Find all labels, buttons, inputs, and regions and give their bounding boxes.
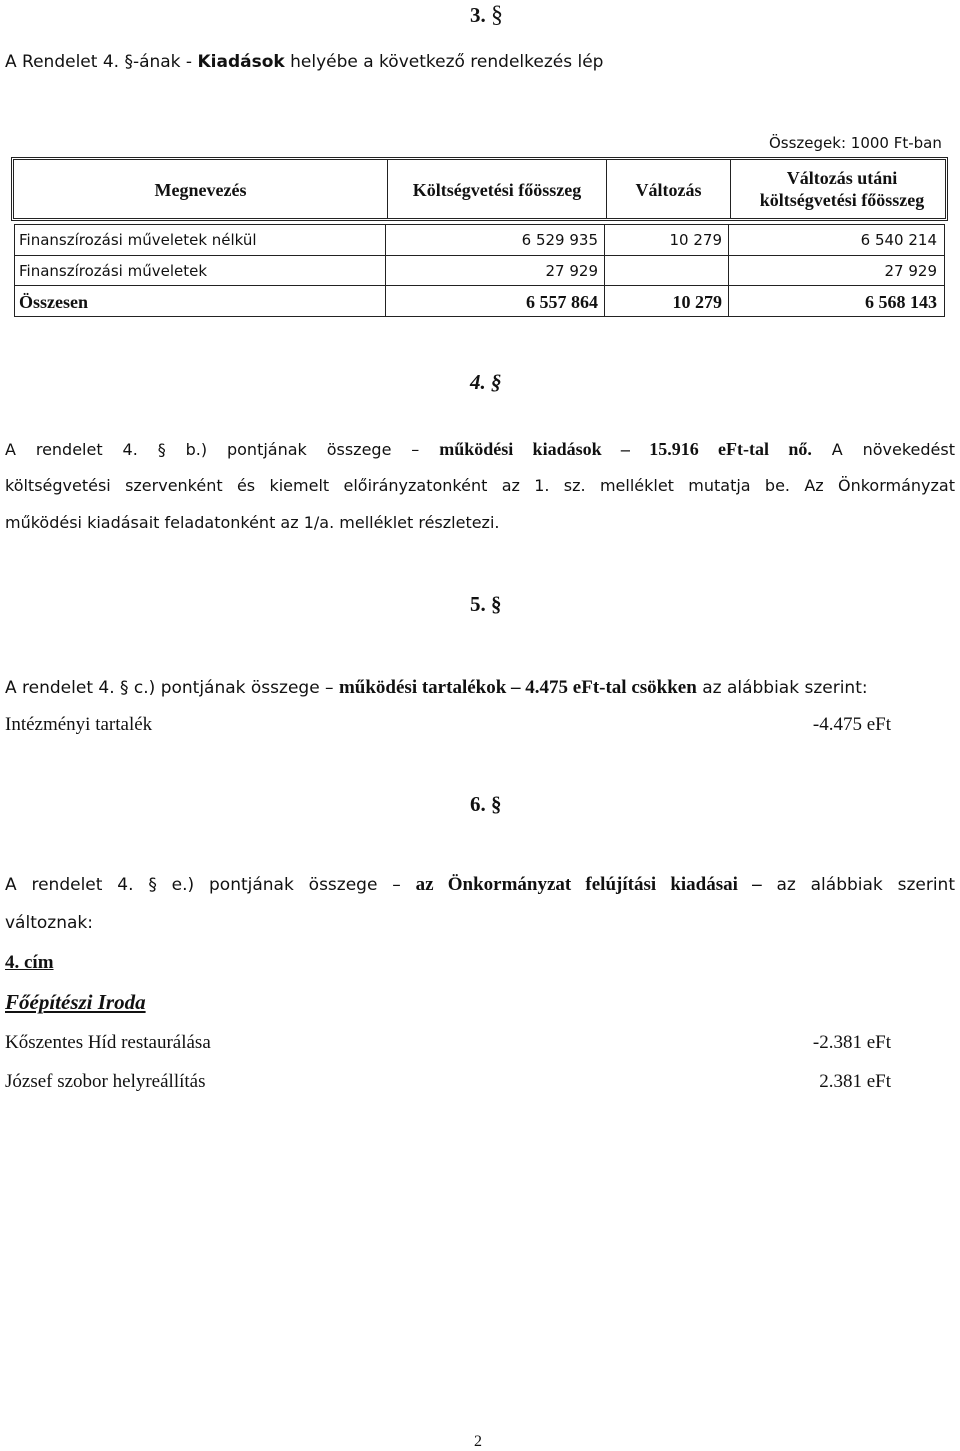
table-total-name: Összesen [19,292,88,312]
renovation-item-1-label: Kőszentes Híd restaurálása [5,1032,211,1053]
reserve-item-value: -4.475 eFt [812,714,891,735]
table-row-2-after: 27 929 [884,262,937,280]
section-3-intro [5,52,603,72]
table-row-1-after: 6 540 214 [860,231,937,249]
intro-text-end: helyébe a következő rendelkezés lép [284,52,604,72]
section-6-line-1: A rendelet 4. § e.) pontjának összege – az Önkormányzat felújítási kiadásai – az alábbiak szerint [5,874,956,895]
section-3-heading: 3. § [470,2,503,28]
reserve-item-label: Intézményi tartalék [5,714,153,735]
renovation-item-1-value: -2.381 eFt [812,1032,891,1053]
table-body [14,224,945,317]
header-change: Változás [635,180,702,200]
table-row-2-main: 27 929 [545,262,598,280]
renovation-item-2-label: József szobor helyreállítás [5,1071,206,1092]
table-header [11,157,948,221]
table-total-main: 6 557 864 [526,292,598,312]
section-5-line-1: A rendelet 4. § c.) pontjának összege – működési tartalékok – 4.475 eFt-tal csökken az alábbiak szerint: [5,677,868,698]
section-4-line-2: költségvetési szervenként és kiemelt előirányzatonként az 1. sz. melléklet mutatja be. Az Önkormányzat [5,476,955,495]
intro-bold: Kiadások [197,52,285,72]
section-6-heading: 6. § [470,792,502,816]
page-number: 2 [474,1433,482,1450]
header-name: Megnevezés [154,180,247,200]
table-row-1-name: Finanszírozási műveletek nélkül [19,231,257,249]
section-4-line-1: A rendelet 4. § b.) pontjának összege – működési kiadások – 15.916 eFt-tal nő. A növekedést [5,439,955,459]
intro-text: A Rendelet 4. §-ának - [5,52,198,72]
unit-note: Összegek: 1000 Ft-ban [769,134,942,152]
table-total-change: 10 279 [672,292,722,312]
table-row-1-main: 6 529 935 [521,231,598,249]
section-6-line-2: változnak: [5,913,93,933]
header-after: Változás utáni költségvetési főösszeg [759,168,925,210]
office-title: Főépítészi Iroda [5,990,146,1014]
header-main: Költségvetési főösszeg [412,180,582,200]
renovation-item-2-value: 2.381 eFt [819,1071,891,1092]
table-row-1-change: 10 279 [669,231,722,249]
table-total-after: 6 568 143 [865,292,937,312]
cim-title: 4. cím [5,952,54,973]
section-5-heading: 5. § [470,592,502,616]
section-4-line-3: működési kiadásait feladatonként az 1/a. melléklet részletezi. [5,513,500,532]
section-4-heading: 4. § [470,370,502,394]
table-row-2-name: Finanszírozási műveletek [19,262,208,280]
